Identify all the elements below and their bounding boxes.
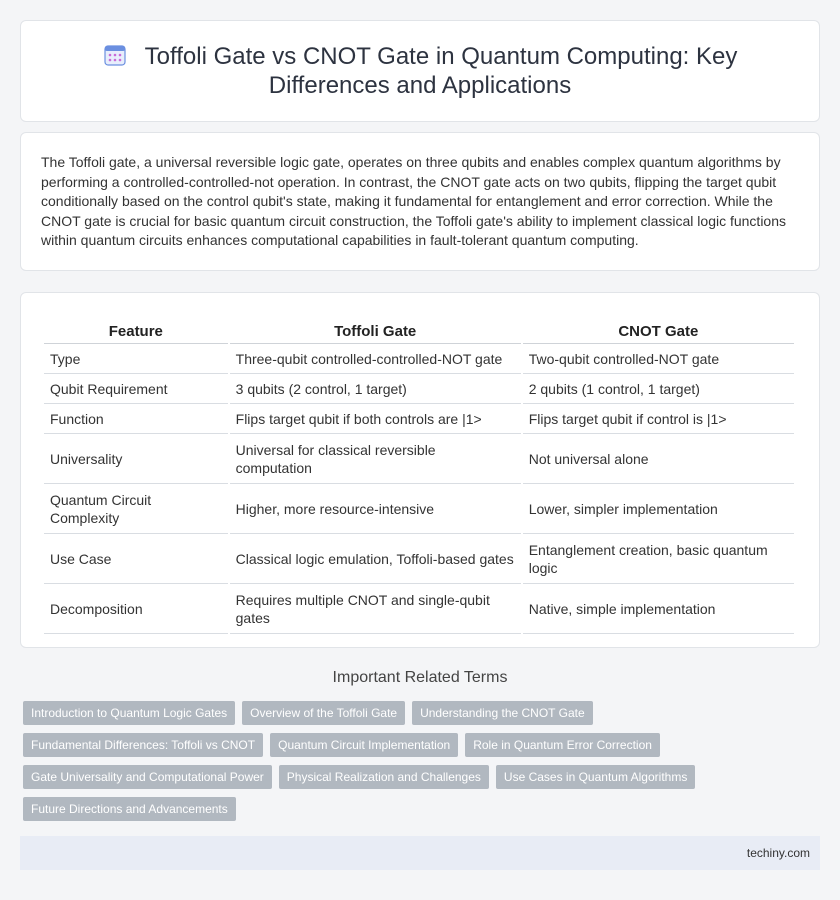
- table-cell-cnot: Flips target qubit if control is |1>: [523, 404, 794, 434]
- table-row: [44, 344, 794, 374]
- related-terms-list: [23, 701, 823, 829]
- comparison-table: [42, 313, 796, 634]
- table-row: [44, 584, 794, 634]
- related-term-tag[interactable]: Understanding the CNOT Gate: [412, 701, 593, 725]
- table-cell-feature: Universality: [44, 434, 228, 484]
- table-cell-feature: Function: [44, 404, 228, 434]
- table-cell-cnot: Entanglement creation, basic quantum logic: [523, 534, 794, 584]
- page-title-text: Toffoli Gate vs CNOT Gate in Quantum Computing: Key Differences and Applications: [144, 43, 738, 99]
- related-term-tag[interactable]: Introduction to Quantum Logic Gates: [23, 701, 235, 725]
- related-term-tag[interactable]: Fundamental Differences: Toffoli vs CNOT: [23, 733, 263, 757]
- tag-row: [23, 765, 823, 789]
- table-cell-toffoli: Three-qubit controlled-controlled-NOT gate: [230, 344, 521, 374]
- table-row: [44, 434, 794, 484]
- table-header-toffoli: Toffoli Gate: [230, 313, 521, 344]
- table-cell-feature: Qubit Requirement: [44, 374, 228, 404]
- table-header-feature: Feature: [44, 313, 228, 344]
- related-term-tag[interactable]: Overview of the Toffoli Gate: [242, 701, 405, 725]
- related-term-tag[interactable]: Quantum Circuit Implementation: [270, 733, 458, 757]
- tag-row: [23, 797, 823, 821]
- tag-row: [23, 733, 823, 757]
- tag-row: [23, 701, 823, 725]
- table-cell-feature: Quantum Circuit Complexity: [44, 484, 228, 534]
- table-header-row: [44, 313, 794, 344]
- footer-site-link[interactable]: techiny.com: [746, 846, 810, 860]
- table-cell-feature: Use Case: [44, 534, 228, 584]
- table-row: [44, 484, 794, 534]
- table-cell-cnot: 2 qubits (1 control, 1 target): [523, 374, 794, 404]
- related-term-tag[interactable]: Physical Realization and Challenges: [279, 765, 489, 789]
- table-cell-cnot: Not universal alone: [523, 434, 794, 484]
- title-card: [20, 20, 820, 122]
- calendar-icon: [103, 43, 127, 67]
- table-cell-cnot: Two-qubit controlled-NOT gate: [523, 344, 794, 374]
- table-cell-cnot: Native, simple implementation: [523, 584, 794, 634]
- related-term-tag[interactable]: Gate Universality and Computational Power: [23, 765, 272, 789]
- table-cell-toffoli: Universal for classical reversible computation: [230, 434, 521, 484]
- table-cell-feature: Decomposition: [44, 584, 228, 634]
- table-cell-toffoli: Classical logic emulation, Toffoli-based gates: [230, 534, 521, 584]
- table-row: [44, 534, 794, 584]
- table-row: [44, 374, 794, 404]
- table-cell-cnot: Lower, simpler implementation: [523, 484, 794, 534]
- intro-card: [20, 132, 820, 271]
- table-cell-toffoli: Requires multiple CNOT and single-qubit gates: [230, 584, 521, 634]
- intro-paragraph: The Toffoli gate, a universal reversible logic gate, operates on three qubits and enables complex quantum algorithms by performing a controlled-controlled-not operation. In contrast, the CNOT gate acts on two qubits, flipping the target qubit conditionally based on the control qubit's state, making it fundamental for entanglement and error correction. While the CNOT gate is crucial for basic quantum circuit construction, the Toffoli gate's ability to implement classical logic functions within quantum circuits enhances computational capabilities in fault-tolerant quantum computing.: [41, 154, 787, 249]
- table-row: [44, 404, 794, 434]
- related-terms-heading: Important Related Terms: [332, 669, 508, 686]
- page-title: [70, 42, 770, 100]
- related-term-tag[interactable]: Future Directions and Advancements: [23, 797, 236, 821]
- table-cell-toffoli: Flips target qubit if both controls are |1>: [230, 404, 521, 434]
- table-cell-toffoli: Higher, more resource-intensive: [230, 484, 521, 534]
- footer: [20, 836, 820, 870]
- related-term-tag[interactable]: Use Cases in Quantum Algorithms: [496, 765, 695, 789]
- table-header-cnot: CNOT Gate: [523, 313, 794, 344]
- table-cell-toffoli: 3 qubits (2 control, 1 target): [230, 374, 521, 404]
- related-term-tag[interactable]: Role in Quantum Error Correction: [465, 733, 660, 757]
- table-cell-feature: Type: [44, 344, 228, 374]
- comparison-table-card: [20, 292, 820, 648]
